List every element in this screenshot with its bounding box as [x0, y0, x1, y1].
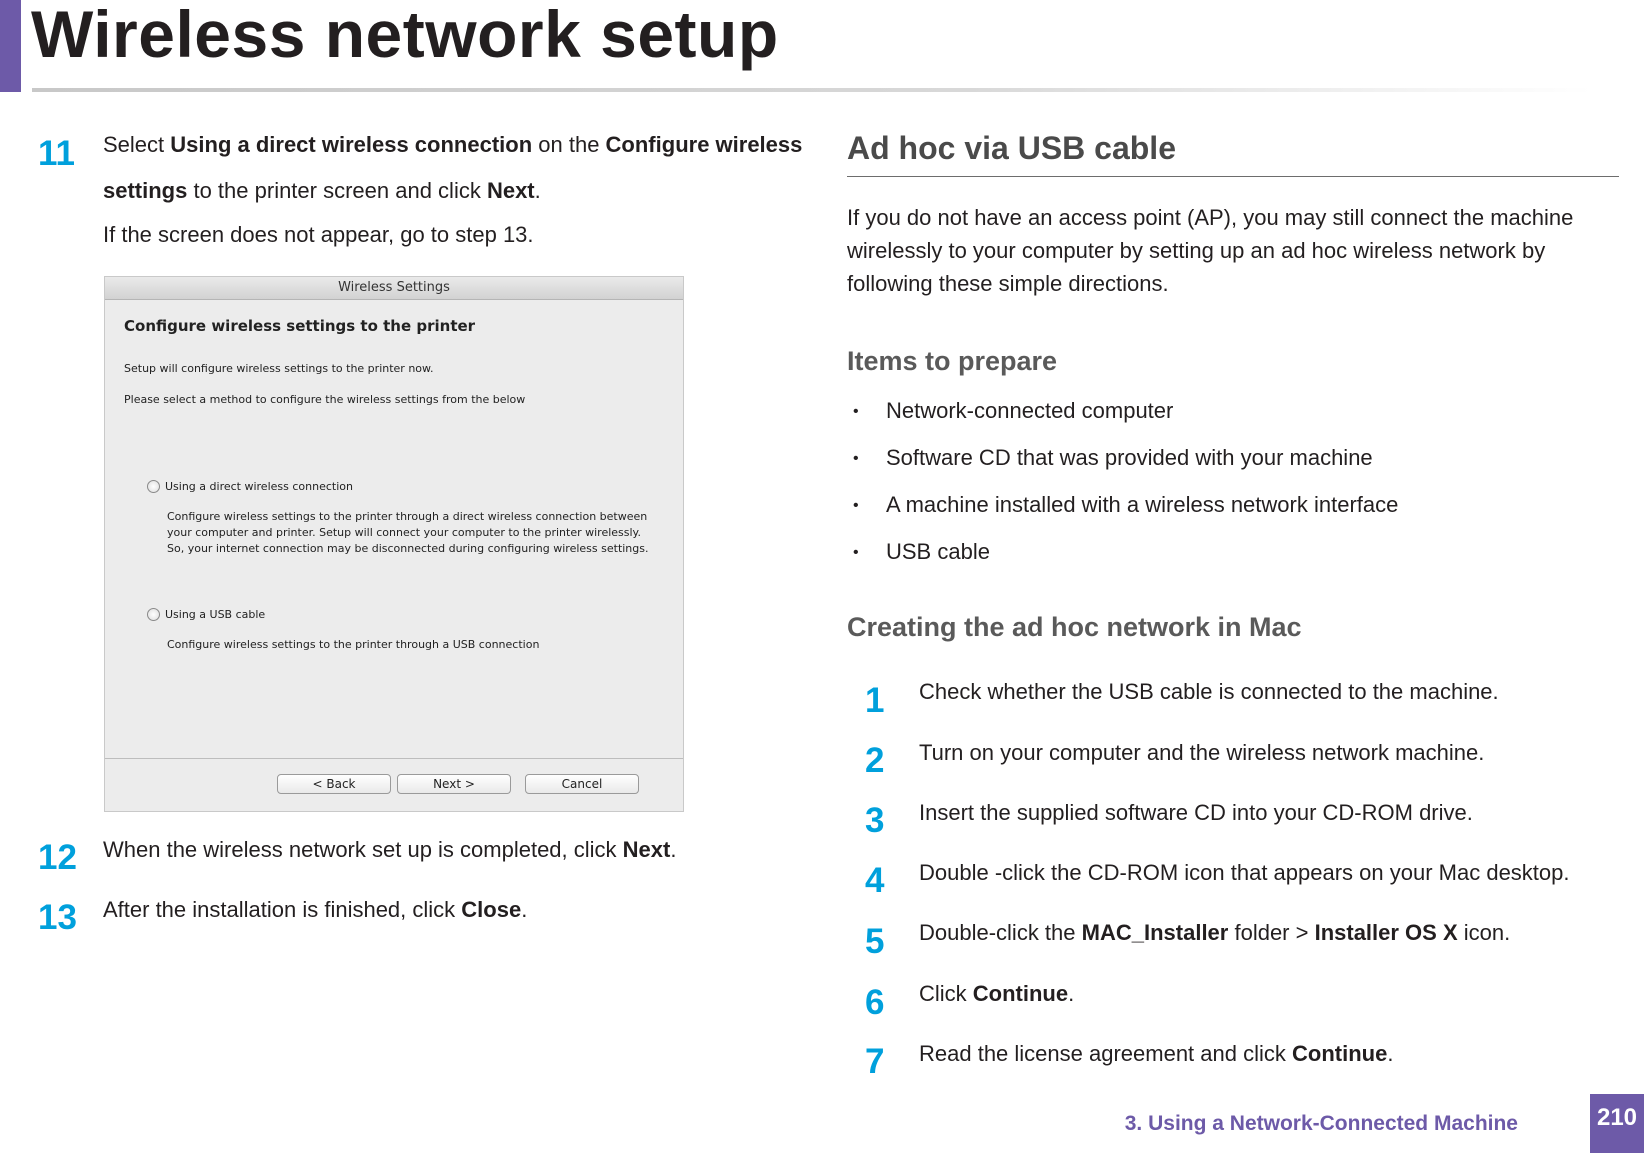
step-11-note: If the screen does not appear, go to step 13.: [103, 222, 534, 247]
dialog-line-2: Please select a method to configure the wireless settings from the below: [124, 393, 526, 406]
section-divider: [847, 176, 1619, 177]
header-accent-bar: [0, 0, 21, 92]
step-number-12: 12: [38, 838, 77, 877]
step-number-3: 3: [865, 801, 885, 840]
step-13-text: After the installation is finished, click Close.: [103, 897, 528, 922]
option-usb-cable-description: Configure wireless settings to the printer through a USB connection: [167, 638, 540, 651]
mac-step-7-text: Read the license agreement and click Continue.: [919, 1041, 1394, 1066]
step-12-text: When the wireless network set up is completed, click Next.: [103, 837, 677, 862]
option-usb-cable-label[interactable]: Using a USB cable: [165, 608, 266, 621]
list-item: Network-connected computer: [886, 398, 1174, 423]
step-number-1: 1: [865, 681, 885, 720]
mac-step-1-text: Check whether the USB cable is connected to the machine.: [919, 679, 1499, 704]
bullet-icon: •: [853, 497, 859, 514]
cancel-button[interactable]: Cancel: [525, 774, 639, 794]
radio-usb-cable[interactable]: [147, 608, 160, 621]
items-heading: Items to prepare: [847, 346, 1058, 376]
radio-direct-wireless[interactable]: [147, 480, 160, 493]
list-item: A machine installed with a wireless network interface: [886, 492, 1399, 517]
mac-heading: Creating the ad hoc network in Mac: [847, 612, 1302, 642]
option-direct-wireless-description: Configure wireless settings to the printer through a direct wireless connection between your computer and printer. Setup will connect your computer to the printer wirelessly. So, your internet connection may be disconnected during configuring wireless settings.: [167, 510, 649, 555]
mac-step-6-text: Click Continue.: [919, 981, 1075, 1006]
bullet-icon: •: [853, 403, 859, 420]
mac-step-2-text: Turn on your computer and the wireless network machine.: [919, 740, 1485, 765]
next-button[interactable]: Next >: [397, 774, 511, 794]
step-number-2: 2: [865, 741, 885, 780]
bullet-icon: •: [853, 544, 859, 561]
step-number-7: 7: [865, 1042, 885, 1081]
page-number-badge: 210: [1590, 1094, 1644, 1153]
step-number-5: 5: [865, 922, 885, 961]
mac-step-5-text: Double-click the MAC_Installer folder > Installer OS X icon.: [919, 920, 1511, 945]
step-number-6: 6: [865, 983, 885, 1022]
page-title: Wireless network setup: [31, 0, 779, 71]
dialog-title: Wireless Settings: [338, 280, 450, 295]
mac-step-3-text: Insert the supplied software CD into your CD-ROM drive.: [919, 800, 1473, 825]
list-item: USB cable: [886, 539, 990, 564]
wireless-settings-dialog: [104, 276, 684, 812]
back-button[interactable]: < Back: [277, 774, 391, 794]
dialog-titlebar: [105, 277, 683, 300]
step-number-13: 13: [38, 898, 77, 937]
bullet-icon: •: [853, 450, 859, 467]
step-11-line-2: settings to the printer screen and click Next.: [103, 178, 541, 203]
mac-step-4-text: Double -click the CD-ROM icon that appears on your Mac desktop.: [919, 860, 1570, 885]
title-divider: [32, 88, 1592, 92]
footer-chapter-title: 3. Using a Network-Connected Machine: [1124, 1112, 1518, 1135]
dialog-line-1: Setup will configure wireless settings to the printer now.: [124, 362, 434, 375]
dialog-heading: Configure wireless settings to the printer: [124, 317, 476, 335]
step-11-line-1: Select Using a direct wireless connection on the Configure wireless: [103, 132, 803, 157]
section-title: Ad hoc via USB cable: [847, 130, 1176, 166]
step-number-4: 4: [865, 861, 885, 900]
dialog-footer-divider: [105, 758, 683, 759]
option-direct-wireless-label[interactable]: Using a direct wireless connection: [165, 480, 353, 493]
list-item: Software CD that was provided with your machine: [886, 445, 1373, 470]
section-intro: If you do not have an access point (AP), you may still connect the machine wirelessly to your computer by setting up an ad hoc wireless network by following these simple directions.: [847, 205, 1574, 296]
step-number-11: 11: [38, 134, 75, 173]
